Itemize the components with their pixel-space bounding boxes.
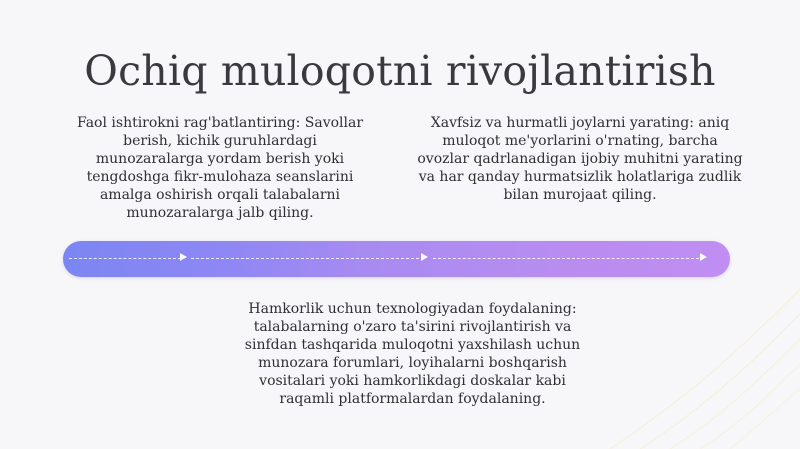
timeline-bar [63, 241, 730, 277]
timeline-arrow-icon [421, 253, 428, 261]
timeline-arrow-icon [180, 253, 187, 261]
item-safe-spaces: Xavfsiz va hurmatli joylarni yarating: aniq muloqot me'yorlarini o'rnating, barcha ovozlar qadrlanadigan ijobiy muhitni yarating va har qanday hurmatsizlik holatlariga zudlik bilan murojaat qiling. [417, 115, 743, 203]
item-active-participation: Faol ishtirokni rag'batlantiring: Savollar berish, kichik guruhlardagi munozaralarga yordam berish yoki tengdoshga fikr-mulohaza seanslarini amalga oshirish orqali talabalarni munozaralarga jalb qiling. [76, 115, 364, 221]
item-technology-collaboration: Hamkorlik uchun texnologiyadan foydalaning: talabalarning o'zaro ta'sirini rivojlantirish va sinfdan tashqarida muloqotni yaxshilash uchun munozara forumlari, loyihalarni boshqarish vositalari yoki hamkorlikdagi doskalar kabi raqamli platformalardan foydalaning. [244, 301, 581, 407]
timeline-dash-segment [433, 258, 699, 259]
timeline-arrow-icon [700, 253, 707, 261]
timeline-dash-segment [191, 258, 419, 259]
timeline-dash-segment [69, 258, 181, 259]
slide-title: Ochiq muloqotni rivojlantirish [84, 47, 716, 96]
